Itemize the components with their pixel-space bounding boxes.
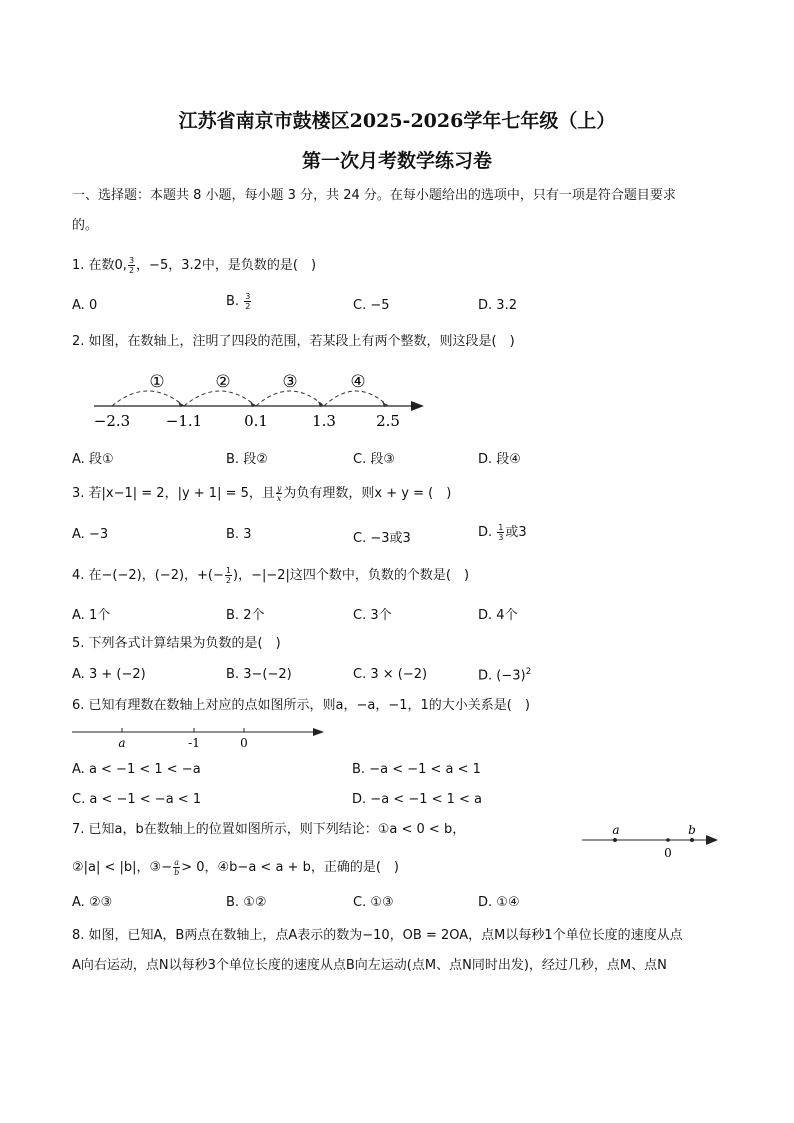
q1-option-d: D. 3.2	[478, 298, 517, 313]
q5-option-d: D. $(-3)^2$	[478, 667, 532, 684]
q4-option-c: C. 3个	[353, 608, 392, 623]
q7-option-c: C. ①③	[353, 895, 394, 910]
point-label-a: a	[612, 823, 620, 837]
q7-option-d: D. ①④	[478, 895, 520, 910]
q7-option-a: A. ②③	[72, 895, 113, 910]
q6-option-c: C. a < −1 < −a < 1	[72, 792, 202, 807]
tick-label: -1	[188, 736, 200, 750]
q5-option-b: B. 3−(−2)	[226, 667, 292, 682]
q4-option-a: A. 1个	[72, 608, 111, 623]
tick-label: 0	[240, 736, 248, 750]
tick-label: −1.1	[165, 412, 203, 430]
q3-option-b: B. 3	[226, 527, 252, 542]
q4-option-d: D. 4个	[478, 608, 518, 623]
q5-option-a: A. 3 + (−2)	[72, 667, 146, 682]
tick-label: 0.1	[244, 412, 268, 430]
fraction: $\frac{3}{2}$	[128, 256, 135, 275]
segment-label-2: ②	[215, 372, 231, 392]
tick-label: 1.3	[312, 412, 336, 430]
question-8-stem-line2: A向右运动，点N以每秒3个单位长度的速度从点B向左运动(点M、点N同时出发)，经过几秒，点M、点N	[72, 958, 667, 973]
q3-option-d: D. $\frac{1}{3}$ 或3	[478, 523, 527, 542]
question-6-stem: 6. 已知有理数在数轴上对应的点如图所示，则a，−a，−1，1的大小关系是( )	[72, 698, 530, 713]
page-subtitle: 第一次月考数学练习卷	[301, 150, 492, 172]
segment-label-1: ①	[149, 372, 165, 392]
q6-number-line-figure	[70, 722, 332, 752]
tick-label: 2.5	[376, 412, 400, 430]
q6-option-b: B. −a < −1 < a < 1	[352, 762, 481, 777]
question-1-stem: 1. 在数0, $\frac{3}{2}$ ，−5，3.2中，是负数的是( )	[72, 256, 317, 275]
question-8-stem-line1: 8. 如图，已知A，B两点在数轴上，点A表示的数为−10，OB = 2OA，点M以每秒1个单位长度的速度从点	[72, 928, 683, 943]
question-3-stem: 3. 若|x−1| = 2，|y + 1| = 5，且 $\frac{y}{x}$ 为负有理数，则x + y = ( )	[72, 484, 452, 503]
question-2-stem: 2. 如图，在数轴上，注明了四段的范围，若某段上有两个整数，则这段是( )	[72, 334, 515, 349]
q6-option-d: D. −a < −1 < 1 < a	[352, 792, 483, 807]
q2-option-b: B. 段②	[226, 452, 268, 467]
question-5-stem: 5. 下列各式计算结果为负数的是( )	[72, 636, 281, 651]
segment-label-4: ④	[350, 372, 366, 392]
q2-option-d: D. 段④	[478, 452, 521, 467]
section-heading-cont: 的。	[72, 218, 99, 233]
tick-label: −2.3	[93, 412, 131, 430]
q5-option-c: C. 3 × (−2)	[353, 667, 428, 682]
q7-number-line-figure	[578, 820, 724, 862]
segment-label-3: ③	[282, 372, 298, 392]
question-7-stem-line1: 7. 已知a，b在数轴上的位置如图所示，则下列结论：①a < 0 < b，	[72, 822, 466, 837]
q3-option-a: A. −3	[72, 527, 109, 542]
q2-option-a: A. 段①	[72, 452, 114, 467]
point-label-a: a	[118, 736, 126, 750]
q1-option-a: A. 0	[72, 298, 98, 313]
question-7-stem-line2: ②|a| < |b|，③− $\frac{a}{b}$ > 0，④b−a < a + b，正确的是( )	[72, 858, 399, 877]
q1-option-c: C. −5	[353, 298, 390, 313]
q2-option-c: C. 段③	[353, 452, 396, 467]
q7-option-b: B. ①②	[226, 895, 267, 910]
origin-label: 0	[664, 846, 672, 860]
q3-option-c: C. −3或3	[353, 531, 411, 546]
q1-option-b: B. $\frac{3}{2}$	[226, 292, 251, 311]
point-label-b: b	[688, 823, 696, 837]
section-heading: 一、选择题：本题共 8 小题，每小题 3 分，共 24 分。在每小题给出的选项中，只有一项是符合题目要求	[72, 188, 676, 203]
question-4-stem: 4. 在−(−2)，(−2)，+(− $\frac{1}{2}$ )，−|−2|这四个数中，负数的个数是( )	[72, 566, 470, 585]
q2-number-line-figure	[84, 366, 434, 432]
q4-option-b: B. 2个	[226, 608, 265, 623]
page-title: 江苏省南京市鼓楼区2025-2026学年七年级（上）	[178, 110, 616, 132]
q6-option-a: A. a < −1 < 1 < −a	[72, 762, 201, 777]
